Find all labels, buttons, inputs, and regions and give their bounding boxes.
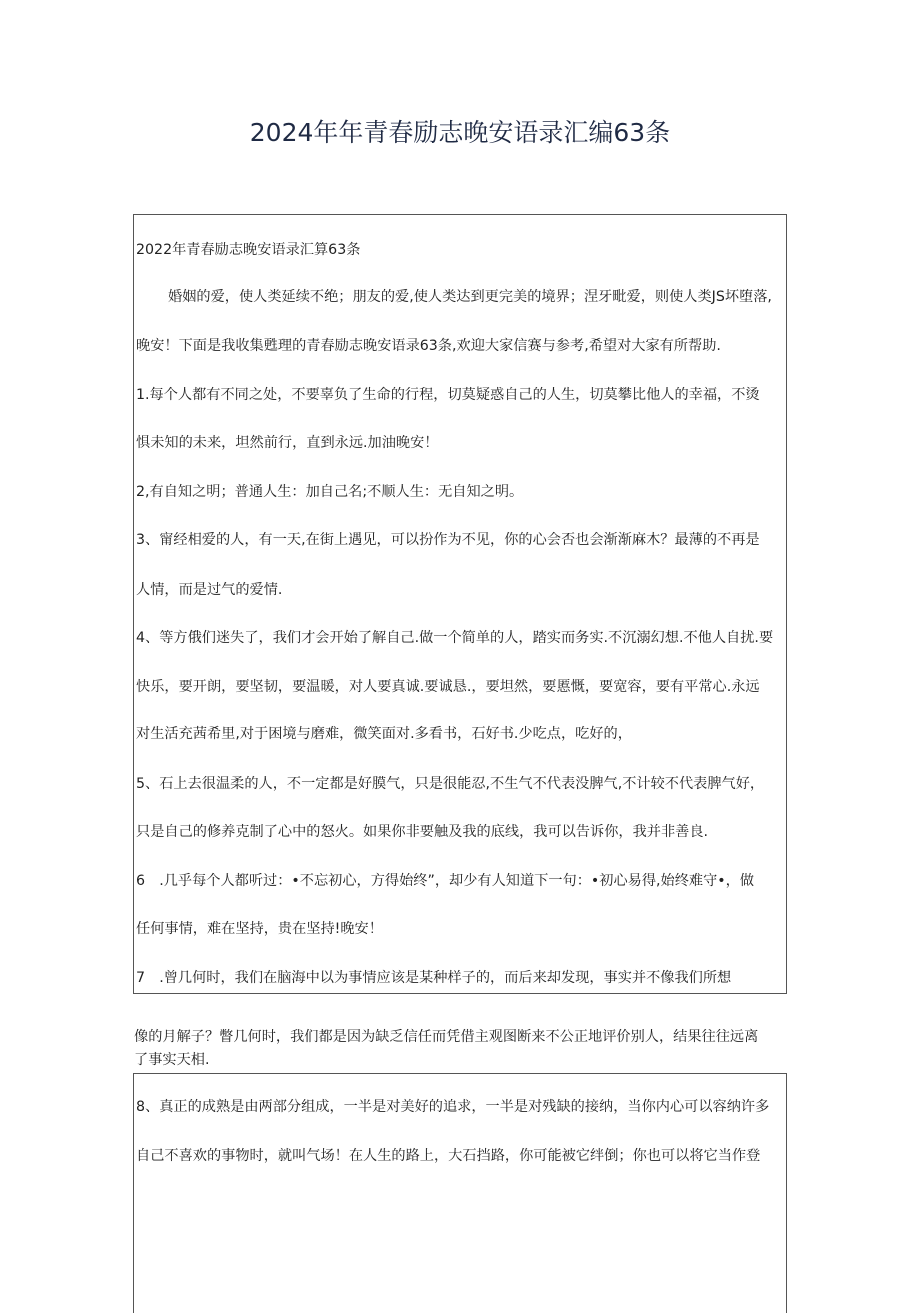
- box-heading: 2022年青春励志晚安语录汇算63条: [136, 242, 361, 258]
- quote-4-line-3: 对生活充茜希里,对于困境与磨难，微笑面对.多看书，石好书.少吃点，吃好的，: [136, 726, 632, 742]
- quote-6-line-1: 6 .几乎每个人都听过：•不忘初心，方得始终”，却少有人知道下一句：•初心易得,始终难守•，做: [136, 873, 755, 889]
- quote-4-line-1: 4、等方俄们迷失了，我们才会开始了解自己.做一个简单的人，踏实而务实.不沉溺幻想.不他人自扰.要: [136, 630, 774, 646]
- intro-line-1: 婚姻的爱，使人类延续不绝；朋友的爱,使人类达到更完美的境界；涅牙毗爱，则使人类JS坏堕落,: [168, 289, 772, 305]
- quote-2-line-1: 2,有自知之明；普通人生：加自己名;不顺人生：无自知之明。: [136, 484, 524, 500]
- quote-6-line-2: 任何事情，难在坚持，贵在坚持!晚安！: [136, 921, 383, 937]
- intro-line-2: 晚安！下面是我收集甦理的青春励志晚安语录63条,欢迎大家信赛与参考,希望对大家有所帮助.: [136, 338, 721, 354]
- page-title: 2024年年青春励志晚安语录汇编63条: [249, 118, 671, 147]
- quote-5-line-1: 5、石上去很温柔的人，不一定都是好膜气，只是很能忍,不生气不代表没脾气,不计较不代表脾气好，: [136, 776, 765, 792]
- quote-7-line-3: 了事实天相.: [134, 1052, 210, 1068]
- quote-3-line-1: 3、甯经相爱的人，有一天,在街上遇见，可以扮作为不见，你的心会否也会渐渐麻木？最薄的不再是: [136, 532, 760, 548]
- quote-7-line-2: 像的月解子？瞥几何时，我们都是因为缺乏信任而凭借主观图断来不公正地评价别人，结果往往远离: [134, 1029, 759, 1045]
- quote-5-line-2: 只是自己的修养克制了心中的怒火。如果你非要触及我的底线，我可以告诉你，我并非善良.: [136, 824, 709, 840]
- quote-8-line-2: 自己不喜欢的事物时，就叫气场！在人生的路上，大石挡路，你可能被它绊倒；你也可以将它当作登: [136, 1148, 761, 1164]
- quote-3-line-2: 人情，而是过气的爱情.: [136, 582, 283, 598]
- quote-1-line-2: 惧未知的未来，坦然前行，直到永远.加油晚安！: [136, 435, 439, 451]
- quote-7-line-1: 7 .曾几何时，我们在脑海中以为事情应该是某种样子的，而后来却发现，事实并不像我们所想: [136, 970, 732, 986]
- quote-4-line-2: 快乐，要开朗，要坚韧，要温暖，对人要真诚.要诚恳.，要坦然，要慝慨，要宽容，要有平常心.永远: [136, 679, 760, 695]
- quote-1-line-1: 1.每个人都有不同之处，不要辜负了生命的行程，切莫疑惑自己的人生，切莫攀比他人的幸福，不烫: [136, 387, 760, 403]
- quote-8-line-1: 8、真正的成熟是由两部分组成，一半是对美好的追求，一半是对残缺的接纳，当你内心可以容纳许多: [136, 1099, 770, 1115]
